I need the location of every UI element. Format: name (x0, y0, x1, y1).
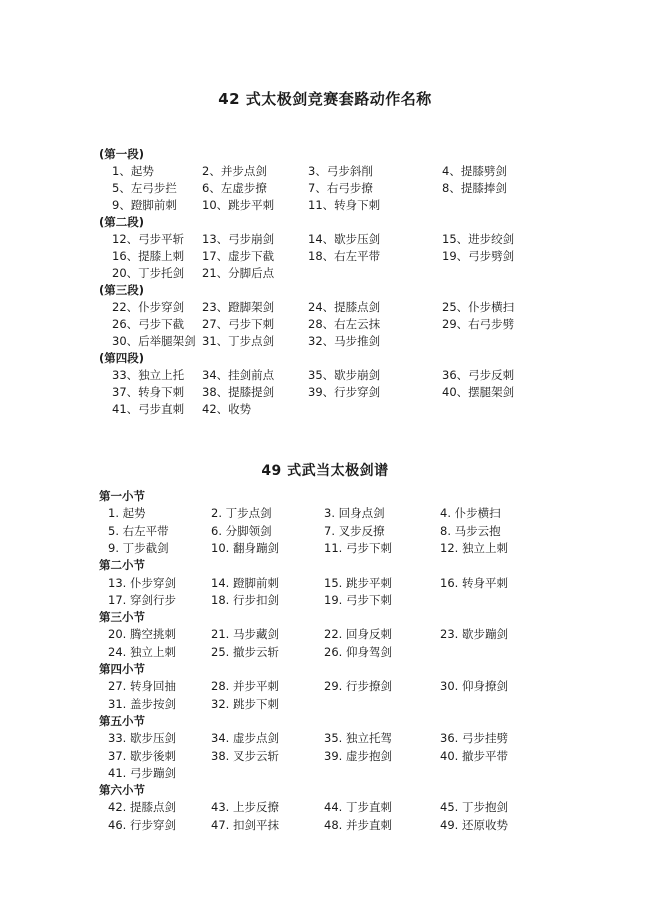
move-item: 43. 上步反撩 (211, 800, 279, 815)
move-item: 42、收势 (202, 402, 252, 416)
move-item: 26、弓步下截 (112, 317, 185, 331)
move-item: 12、弓步平斩 (112, 232, 185, 246)
move-item: 17. 穿剑行步 (108, 592, 176, 607)
move-item: 28. 并步平刺 (211, 679, 279, 694)
move-item: 5. 右左平带 (108, 523, 169, 538)
move-item: 20、丁步托剑 (112, 266, 185, 280)
move-item: 32、马步推剑 (308, 334, 381, 348)
move-item: 27. 转身回抽 (108, 679, 176, 694)
section-heading: 第一小节 (99, 489, 145, 503)
move-item: 16. 转身平刺 (440, 575, 508, 590)
move-item: 41、弓步直刺 (112, 402, 185, 416)
move-item: 31、丁步点剑 (202, 334, 275, 348)
move-item: 29、右弓步劈 (442, 317, 515, 331)
move-item: 11、转身下刺 (308, 198, 381, 212)
move-item: 2. 丁步点剑 (211, 506, 272, 521)
section-heading: (第一段) (99, 147, 145, 161)
move-item: 3. 回身点剑 (324, 506, 385, 521)
move-item: 38、提膝提剑 (202, 385, 275, 399)
move-item: 14、歇步压剑 (308, 232, 381, 246)
move-item: 6、左虚步撩 (202, 181, 267, 195)
move-item: 22、仆步穿剑 (112, 300, 185, 314)
move-item: 4、提膝劈剑 (442, 164, 507, 178)
move-item: 38. 叉步云斩 (211, 748, 279, 763)
move-item: 12. 独立上刺 (440, 540, 508, 555)
move-item: 7、右弓步撩 (308, 181, 373, 195)
move-item: 31. 盖步按剑 (108, 696, 176, 711)
move-item: 17、虚步下截 (202, 249, 275, 263)
move-item: 21、分脚后点 (202, 266, 275, 280)
move-item: 9、蹬脚前刺 (112, 198, 177, 212)
move-item: 10. 翻身蹦剑 (211, 540, 279, 555)
move-item: 22. 回身反刺 (324, 627, 392, 642)
move-item: 47. 扣剑平抹 (211, 817, 279, 832)
move-item: 44. 丁步直刺 (324, 800, 392, 815)
section-heading: 第二小节 (99, 558, 145, 573)
move-item: 7. 叉步反撩 (324, 523, 385, 538)
move-item: 30、后举腿架剑 (112, 334, 196, 348)
move-item: 36. 弓步挂劈 (440, 731, 508, 746)
move-item: 27、弓步下刺 (202, 317, 275, 331)
move-item: 35、歇步崩剑 (308, 368, 381, 382)
move-item: 1. 起势 (108, 506, 146, 521)
move-item: 46. 行步穿剑 (108, 817, 176, 832)
move-item: 25. 撤步云斩 (211, 644, 279, 659)
section-heading: 第六小节 (99, 783, 145, 798)
move-item: 5、左弓步拦 (112, 181, 177, 195)
move-item: 33. 歇步压剑 (108, 731, 176, 746)
move-item: 34、挂剑前点 (202, 368, 275, 382)
move-item: 30. 仰身撩剑 (440, 679, 508, 694)
move-item: 20. 腾空挑刺 (108, 627, 176, 642)
move-item: 6. 分脚领剑 (211, 523, 272, 538)
move-item: 29. 行步撩剑 (324, 679, 392, 694)
section-heading: (第四段) (99, 351, 145, 365)
section-heading: 第三小节 (99, 610, 145, 625)
move-item: 26. 仰身驾剑 (324, 644, 392, 659)
move-item: 15、进步绞剑 (442, 232, 515, 246)
move-item: 14. 蹬脚前刺 (211, 575, 279, 590)
move-item: 11. 弓步下刺 (324, 540, 392, 555)
move-item: 39. 虚步抱剑 (324, 748, 392, 763)
move-item: 32. 跳步下刺 (211, 696, 279, 711)
move-item: 40. 撤步平带 (440, 748, 508, 763)
move-item: 3、弓步斜削 (308, 164, 373, 178)
move-item: 2、并步点剑 (202, 164, 267, 178)
move-item: 1、起势 (112, 164, 154, 178)
move-item: 18、右左平带 (308, 249, 381, 263)
move-item: 10、跳步平刺 (202, 198, 275, 212)
move-item: 42. 提膝点剑 (108, 800, 176, 815)
move-item: 41. 弓步蹦剑 (108, 765, 176, 780)
move-item: 37. 歇步後刺 (108, 748, 176, 763)
move-item: 13、弓步崩剑 (202, 232, 275, 246)
move-item: 48. 并步直刺 (324, 817, 392, 832)
move-item: 8. 马步云抱 (440, 523, 501, 538)
move-item: 9. 丁步截剑 (108, 540, 169, 555)
move-item: 25、仆步横扫 (442, 300, 515, 314)
move-item: 24. 独立上刺 (108, 644, 176, 659)
move-item: 21. 马步藏剑 (211, 627, 279, 642)
page-title-49: 49 式武当太极剑谱 (261, 463, 389, 479)
move-item: 13. 仆步穿剑 (108, 575, 176, 590)
move-item: 24、提膝点剑 (308, 300, 381, 314)
move-item: 34. 虚步点剑 (211, 731, 279, 746)
move-item: 35. 独立托驾 (324, 731, 392, 746)
section-heading: 第四小节 (99, 662, 145, 676)
move-item: 45. 丁步抱剑 (440, 800, 508, 815)
page-title-42: 42 式太极剑竞赛套路动作名称 (218, 90, 432, 108)
move-item: 23. 歇步蹦剑 (440, 627, 508, 642)
move-item: 19. 弓步下刺 (324, 592, 392, 607)
move-item: 40、摆腿架剑 (442, 385, 515, 399)
move-item: 37、转身下刺 (112, 385, 185, 399)
move-item: 23、蹬脚架剑 (202, 300, 275, 314)
move-item: 4. 仆步横扫 (440, 506, 501, 521)
move-item: 33、独立上托 (112, 368, 185, 382)
move-item: 15. 跳步平刺 (324, 575, 392, 590)
move-item: 36、弓步反刺 (442, 368, 515, 382)
move-item: 39、行步穿剑 (308, 385, 381, 399)
move-item: 18. 行步扣剑 (211, 592, 279, 607)
move-item: 49. 还原收势 (440, 817, 508, 832)
section-heading: 第五小节 (99, 713, 145, 728)
move-item: 19、弓步劈剑 (442, 249, 515, 263)
move-item: 8、提膝捧剑 (442, 181, 507, 195)
move-item: 28、右左云抹 (308, 317, 381, 331)
section-heading: (第二段) (99, 215, 145, 229)
section-heading: (第三段) (99, 283, 145, 297)
move-item: 16、提膝上刺 (112, 249, 185, 263)
